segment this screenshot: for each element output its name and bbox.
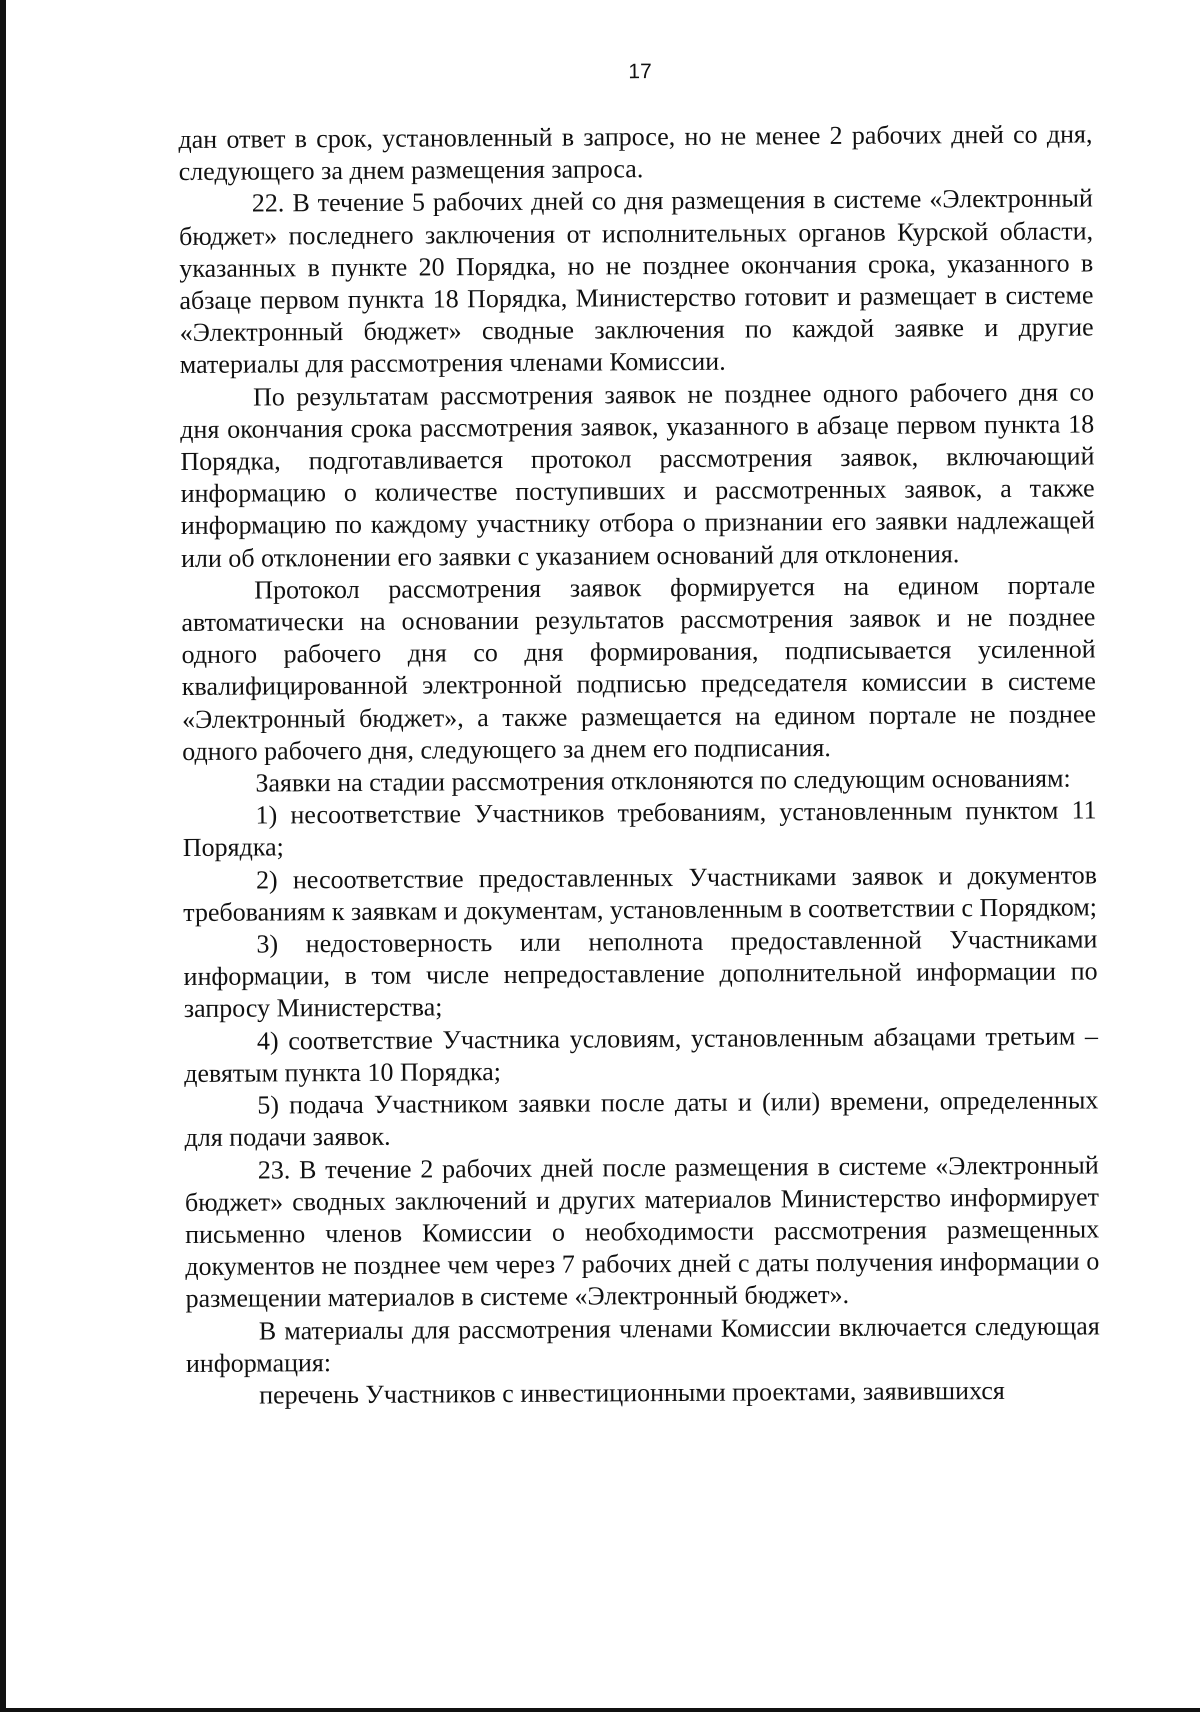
paragraph: 2) несоответствие предоставленных Участниками заявок и документов требованиям к заявкам и документам, установленным в соответствии с Порядком; xyxy=(183,860,1098,927)
paragraph: дан ответ в срок, установленный в запросе, но не менее 2 рабочих дней со дня, следующего за днем размещения запроса. xyxy=(178,119,1093,187)
scan-border-left xyxy=(0,0,6,1712)
paragraph: 5) подача Участником заявки после даты и (или) времени, определенных для подачи заявок. xyxy=(184,1085,1099,1153)
paragraph: 3) недостоверность или неполнота предоставленной Участниками информации, в том числе непредоставление дополнительной информации по запросу Министерства; xyxy=(183,924,1098,1024)
paragraph: 1) несоответствие Участников требованиям, установленным пунктом 11 Порядка; xyxy=(182,795,1097,863)
paragraph: 4) соответствие Участника условиям, установленным абзацами третьим – девятым пункта 10 Порядка; xyxy=(184,1021,1099,1088)
paragraph: 22. В течение 5 рабочих дней со дня размещения в системе «Электронный бюджет» последнего заключения от исполнительных органов Курской области, указанных в пункте 20 Порядка, но не позднее окончания срока, указанного в абзаце первом пункта 18 Порядка, Министерство готовит и размещает в системе «Электронный бюджет» сводные заключения по каждой заявке и другие материалы для рассмотрения членами Комиссии. xyxy=(178,183,1094,380)
paragraph: Протокол рассмотрения заявок формируется на едином портале автоматически на основании результатов рассмотрения заявок и не позднее одного рабочего дня со дня формирования, подписывается усиленной квалифицированной электронной подписью председателя комиссии в системе «Электронный бюджет», а также размещается на едином портале не позднее одного рабочего дня, следующего за днем его подписания. xyxy=(181,570,1097,766)
document-page xyxy=(178,54,1100,1412)
paragraph: По результатам рассмотрения заявок не позднее одного рабочего дня со дня окончания срока рассмотрения заявок, указанного в абзаце первом пункта 18 Порядка, подготавливается протокол рассмотрения заявок, включающий информацию о количестве поступивших и рассмотренных заявок, а также информацию по каждому участнику отбора о признании его заявки надлежащей или об отклонении его заявки с указанием оснований для отклонения. xyxy=(180,377,1095,573)
paragraph: перечень Участников с инвестиционными проектами, заявившихся xyxy=(259,1375,1005,1410)
page-number: 17 xyxy=(628,60,652,84)
paragraph: 23. В течение 2 рабочих дней после размещения в системе «Электронный бюджет» сводных заключений и других материалов Министерство информирует письменно членов Комиссии о необходимости рассмотрения размещенных документов не позднее чем через 7 рабочих дней с даты получения информации о размещении материалов в системе «Электронный бюджет». xyxy=(184,1149,1100,1314)
document-body xyxy=(178,118,1100,1412)
scan-border-bottom xyxy=(0,1708,1200,1712)
paragraph: Заявки на стадии рассмотрения отклоняются по следующим основаниям: xyxy=(255,763,1071,798)
paragraph: В материалы для рассмотрения членами Комиссии включается следующая информация: xyxy=(185,1310,1100,1378)
